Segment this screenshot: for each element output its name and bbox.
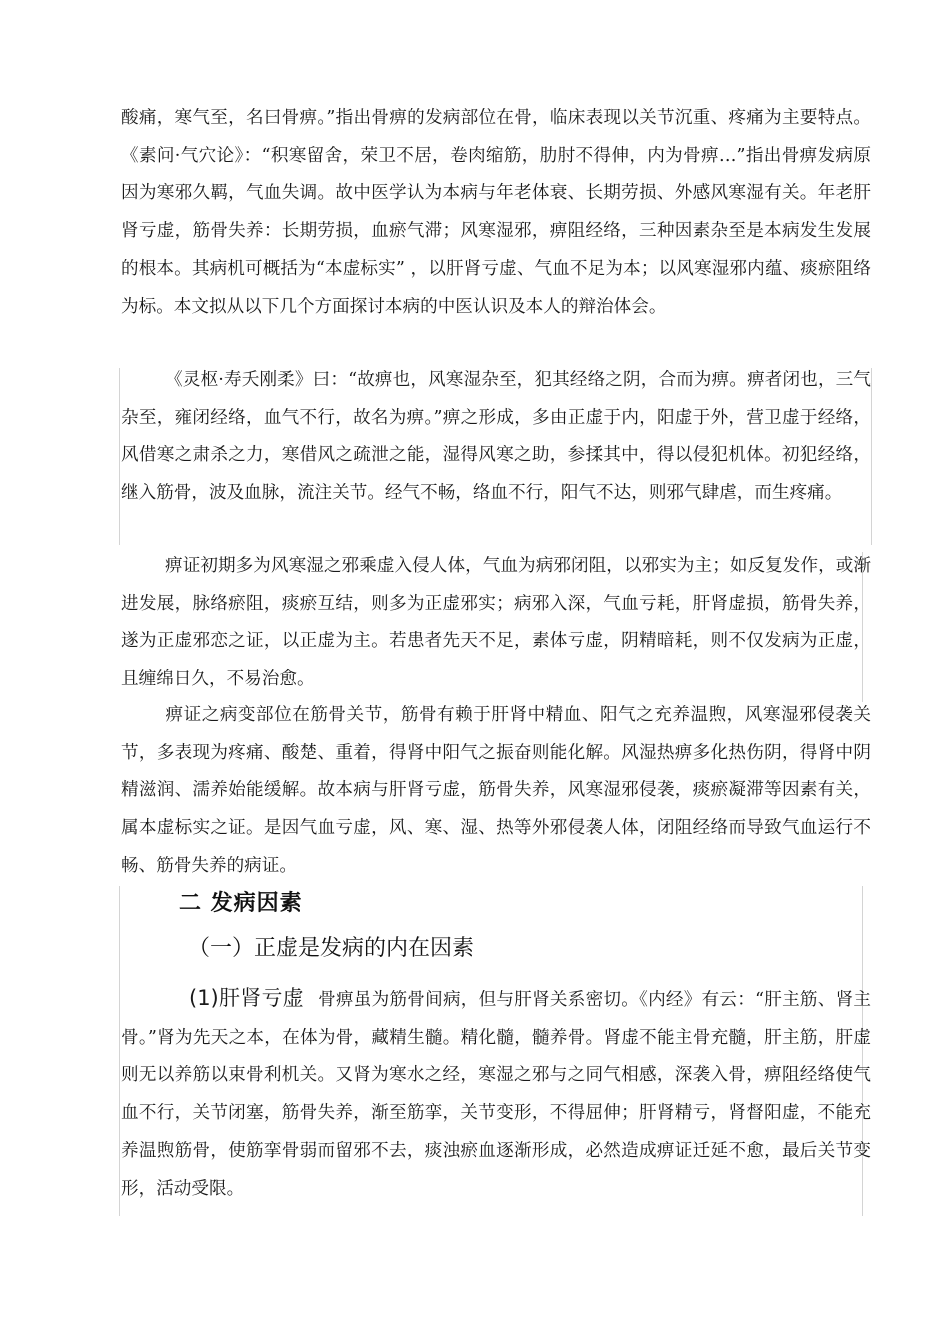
item-heading: (1)肝肾亏虚 [189,986,304,1010]
margin-rule-left-2 [119,886,120,1216]
paragraph-2: 《灵枢·寿夭刚柔》曰：“故痹也，风寒湿杂至，犯其经络之阴，合而为痹。痹者闭也，三气杂至，雍闭经络，血气不行，故名为痹。”痹之形成，多由正虚于内，阳虚于外，营卫虚于经络，风借寒之肃杀之力，寒借风之疏泄之能，湿得风寒之助，参揉其中，得以侵犯机体。初犯经络，继入筋骨，波及血脉，流注关节。经气不畅，络血不行，阳气不达，则邪气肆虐，而生疼痛。 [121,370,871,504]
paragraph-3: 痹证初期多为风寒湿之邪乘虚入侵人体，气血为病邪闭阻，以邪实为主；如反复发作，或渐进发展，脉络瘀阻，痰瘀互结，则多为正虚邪实；病邪入深，气血亏耗，肝肾虚损，筋骨失养，遂为正虚邪恋之证，以正虚为主。若患者先天不足，素体亏虚，阴精暗耗，则不仅发病为正虚，且缠绵日久，不易治愈。 [121,556,871,690]
subsection-heading: （一）正虚是发病的内在因素 [188,936,475,961]
section-heading: 二 发病因素 [179,891,303,916]
margin-rule-right-1 [871,368,872,545]
paragraph-1: 酸痛，寒气至，名曰骨痹。”指出骨痹的发病部位在骨，临床表现以关节沉重、疼痛为主要特点。 《素问·气穴论》：“积寒留舍，荣卫不居，卷肉缩筋，肋肘不得伸，内为骨痹…”指出骨痹发病原因为寒邪久羁，气血失调。故中医学认为本病与年老体衰、长期劳损、外感风寒湿有关。年老肝肾亏虚，筋骨失养：长期劳损，血瘀气滞；风寒湿邪，痹阻经络，三种因素杂至是本病发生发展的根本。其病机可概括为“本虚标实” ，以肝肾亏虚、气血不足为本；以风寒湿邪内蕴、痰瘀阻络为标。本文拟从以下几个方面探讨本病的中医认识及本人的辩治体会。 [121,108,871,317]
paragraph-5: (1)肝肾亏虚 骨痹虽为筋骨间病，但与肝肾关系密切。《内经》有云：“肝主筋、肾主骨。”肾为先天之本，在体为骨，藏精生髓。精化髓，髓养骨。肾虚不能主骨充髓，肝主筋，肝虚则无以养筋以束骨利机关。又肾为寒水之经，寒湿之邪与之同气相感，深袭入骨，痹阻经络使气血不行，关节闭塞，筋骨失养，渐至筋挛，关节变形，不得屈伸；肝肾精亏，肾督阳虚，不能充养温煦筋骨，使筋挛骨弱而留邪不去，痰浊瘀血逐渐形成，必然造成痹证迁延不愈，最后关节变形，活动受限。 [121,986,871,1199]
margin-rule-left-1 [119,368,120,545]
paragraph-4: 痹证之病变部位在筋骨关节，筋骨有赖于肝肾中精血、阳气之充养温煦，风寒湿邪侵袭关节，多表现为疼痛、酸楚、重着，得肾中阳气之振奋则能化解。风湿热痹多化热伤阴，得肾中阴精滋润、濡养始能缓解。故本病与肝肾亏虚，筋骨失养，风寒湿邪侵袭，痰瘀凝滞等因素有关，属本虚标实之证。是因气血亏虚，风、寒、湿、热等外邪侵袭人体，闭阻经络而导致气血运行不畅、筋骨失养的病证。 [121,705,871,876]
